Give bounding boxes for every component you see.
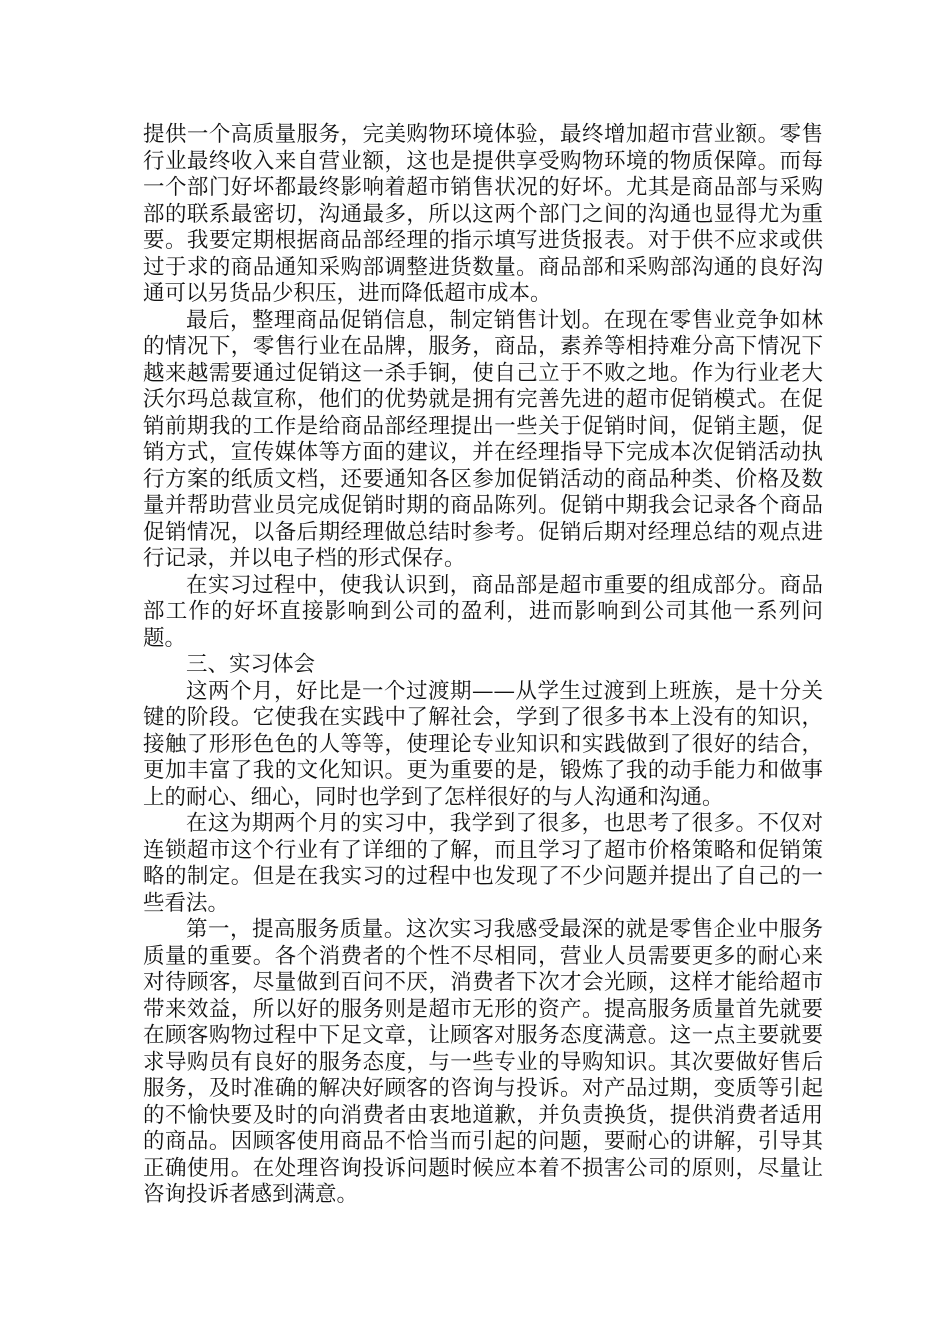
paragraph-service-quality: 第一，提高服务质量。这次实习我感受最深的就是零售企业中服务质量的重要。各个消费者的个性不尽相同，营业人员需要更多的耐心来对待顾客，尽量做到百问不厌，消费者下次才会光顾，这样才能给超市带来效益，所以好的服务则是超市无形的资产。提高服务质量首先就要在顾客购物过程中下足文章，让顾客对服务态度满意。这一点主要就要求导购员有良好的服务态度，与一些专业的导购知识。其次要做好售后服务，及时准确的解决好顾客的咨询与投诉。对产品过期，变质等引起的不愉快要及时的向消费者由衷地道歉，并负责换货，提供消费者适用的商品。因顾客使用商品不恰当而引起的问题，要耐心的讲解，引导其正确使用。在处理咨询投诉问题时候应本着不损害公司的原则，尽量让咨询投诉者感到满意。 [143, 917, 823, 1207]
paragraph-merchandise-importance: 在实习过程中，使我认识到，商品部是超市重要的组成部分。商品部工作的好坏直接影响到公司的盈利，进而影响到公司其他一系列问题。 [143, 572, 823, 651]
paragraph-learning-summary: 在这为期两个月的实习中，我学到了很多，也思考了很多。不仅对连锁超市这个行业有了详细的了解，而且学习了超市价格策略和促销策略的制定。但是在我实习的过程中也发现了不少问题并提出了自己的一些看法。 [143, 811, 823, 916]
paragraph-continuation: 提供一个高质量服务，完美购物环境体验，最终增加超市营业额。零售行业最终收入来自营业额，这也是提供享受购物环境的物质保障。而每一个部门好坏都最终影响着超市销售状况的好坏。尤其是商品部与采购部的联系最密切，沟通最多，所以这两个部门之间的沟通也显得尤为重要。我要定期根据商品部经理的指示填写进货报表。对于供不应求或供过于求的商品通知采购部调整进货数量。商品部和采购部沟通的良好沟通可以另货品少积压，进而降低超市成本。 [143, 122, 823, 306]
document-page [143, 122, 823, 1209]
section-heading: 三、实习体会 [186, 652, 316, 677]
paragraph-transition-period: 这两个月，好比是一个过渡期——从学生过渡到上班族，是十分关键的阶段。它使我在实践中了解社会，学到了很多书本上没有的知识，接触了形形色色的人等等，使理论专业知识和实践做到了很好的结合，更加丰富了我的文化知识。更为重要的是，锻炼了我的动手能力和做事上的耐心、细心，同时也学到了怎样很好的与人沟通和沟通。 [143, 678, 823, 810]
paragraph-promotion-planning: 最后，整理商品促销信息，制定销售计划。在现在零售业竞争如林的情况下，零售行业在品牌，服务，商品，素养等相持难分高下情况下越来越需要通过促销这一杀手锏，使自己立于不败之地。作为行业老大沃尔玛总裁宣称，他们的优势就是拥有完善先进的超市促销模式。在促销前期我的工作是给商品部经理提出一些关于促销时间，促销主题，促销方式，宣传媒体等方面的建议，并在经理指导下完成本次促销活动执行方案的纸质文档，还要通知各区参加促销活动的商品种类、价格及数量并帮助营业员完成促销时期的商品陈列。促销中期我会记录各个商品促销情况，以备后期经理做总结时参考。促销后期对经理总结的观点进行记录，并以电子档的形式保存。 [143, 307, 823, 571]
